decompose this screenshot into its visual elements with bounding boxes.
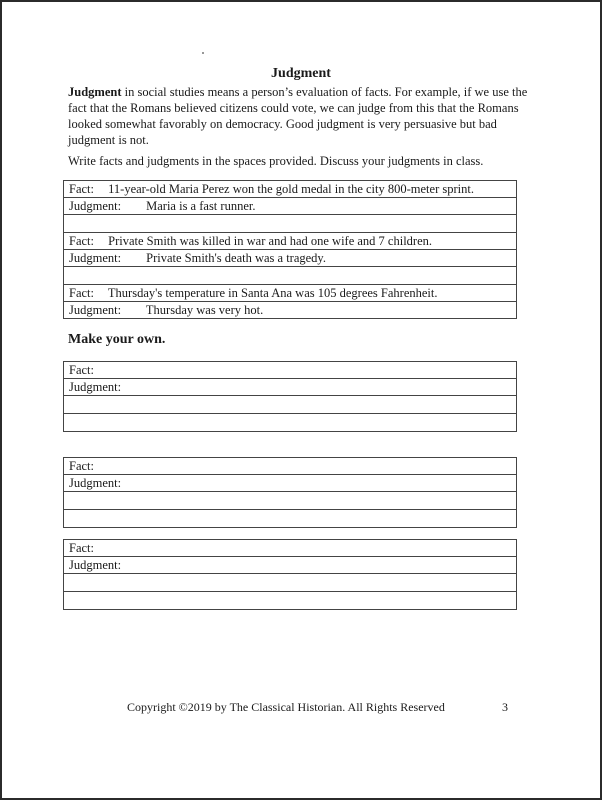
fact-cell — [64, 233, 517, 250]
judgment-label: Judgment: — [69, 475, 122, 490]
blank-cell — [64, 215, 517, 233]
fact-text: Private Smith was killed in war and had one wife and 7 children. — [108, 233, 433, 248]
intro-text: in social studies means a person’s evaluation of facts. For example, if we use the fact that the Romans believed citizens could vote, we can judge from this that the Romans looked somewhat favorably on democracy. Good judgment is very persuasive but bad judgment is not. — [68, 85, 528, 147]
table-row — [64, 362, 517, 379]
judgment-cell[interactable] — [64, 475, 517, 492]
intro-bold-term: Judgment — [68, 85, 122, 99]
blank-cell[interactable] — [64, 510, 517, 528]
table-row — [64, 475, 517, 492]
fact-cell[interactable] — [64, 540, 517, 557]
judgment-text: Maria is a fast runner. — [146, 198, 256, 213]
fact-cell — [64, 285, 517, 302]
table-row — [64, 458, 517, 475]
fact-label: Fact: — [69, 233, 94, 248]
judgment-cell — [64, 302, 517, 319]
judgment-label: Judgment: — [69, 250, 122, 265]
judgment-label: Judgment: — [69, 198, 122, 213]
judgment-cell — [64, 250, 517, 267]
table-row — [64, 557, 517, 574]
fact-label: Fact: — [69, 285, 94, 300]
table-row — [64, 302, 517, 319]
answer-box — [63, 457, 517, 528]
table-row — [64, 510, 517, 528]
table-row — [64, 233, 517, 250]
intro-paragraph — [68, 84, 528, 148]
make-your-own-heading: Make your own. — [68, 332, 166, 347]
fact-label: Fact: — [69, 540, 94, 555]
blank-cell — [64, 267, 517, 285]
answer-box — [63, 361, 517, 432]
blank-cell[interactable] — [64, 492, 517, 510]
judgment-text: Thursday was very hot. — [145, 302, 264, 317]
judgment-cell — [64, 198, 517, 215]
table-row — [64, 215, 517, 233]
judgment-cell[interactable] — [64, 379, 517, 396]
table-row — [64, 379, 517, 396]
judgment-label: Judgment: — [69, 379, 122, 394]
table-row — [64, 540, 517, 557]
table-row — [64, 396, 517, 414]
table-row — [64, 198, 517, 215]
instructions: Write facts and judgments in the spaces provided. Discuss your judgments in class. — [68, 154, 484, 168]
page-title: Judgment — [271, 66, 331, 81]
scan-speck — [202, 52, 204, 54]
fact-cell[interactable] — [64, 362, 517, 379]
table-row — [64, 181, 517, 198]
fact-cell[interactable] — [64, 458, 517, 475]
fact-label: Fact: — [69, 181, 94, 196]
table-row — [64, 414, 517, 432]
blank-cell[interactable] — [64, 574, 517, 592]
table-row — [64, 592, 517, 610]
blank-cell[interactable] — [64, 396, 517, 414]
judgment-text: Private Smith's death was a tragedy. — [146, 250, 326, 265]
copyright-notice: Copyright ©2019 by The Classical Historian. All Rights Reserved — [127, 700, 445, 714]
judgment-label: Judgment: — [69, 302, 122, 317]
fact-text: 11-year-old Maria Perez won the gold medal in the city 800-meter sprint. — [108, 181, 474, 196]
blank-cell[interactable] — [64, 592, 517, 610]
table-row — [64, 285, 517, 302]
judgment-cell[interactable] — [64, 557, 517, 574]
table-row — [64, 250, 517, 267]
fact-label: Fact: — [69, 458, 94, 473]
table-row — [64, 267, 517, 285]
fact-label: Fact: — [69, 362, 94, 377]
answer-box — [63, 539, 517, 610]
judgment-label: Judgment: — [69, 557, 122, 572]
fact-text: Thursday's temperature in Santa Ana was 105 degrees Fahrenheit. — [107, 285, 438, 300]
examples-table — [63, 180, 517, 319]
page-number: 3 — [502, 700, 508, 714]
fact-cell — [64, 181, 517, 198]
blank-cell[interactable] — [64, 414, 517, 432]
table-row — [64, 574, 517, 592]
table-row — [64, 492, 517, 510]
